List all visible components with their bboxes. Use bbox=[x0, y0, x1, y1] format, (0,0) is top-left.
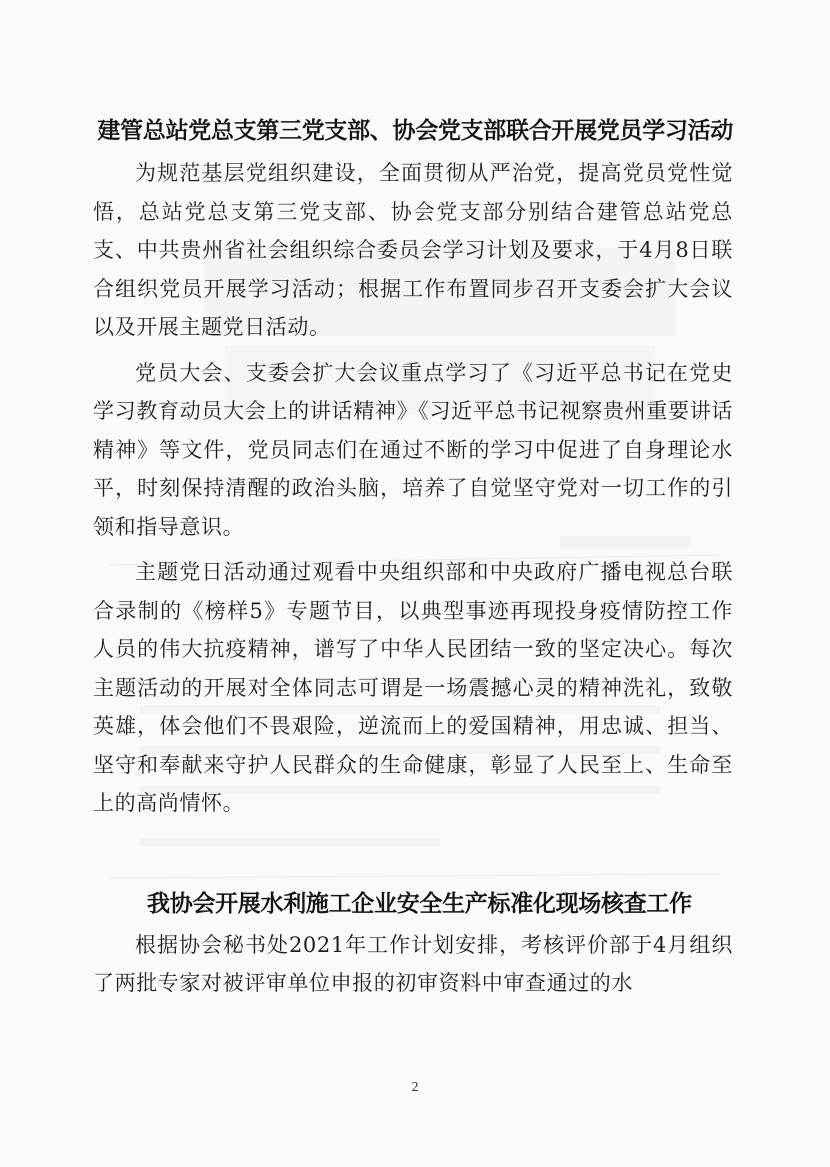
article-1-paragraph-2: 党员大会、支委会扩大会议重点学习了《习近平总书记在党史学习教育动员大会上的讲话精神》《习近平总书记视察贵州重要讲话精神》等文件，党员同志们在通过不断的学习中促进了自身理论水平，时刻保持清醒的政治头脑，培养了自觉坚守党对一切工作的引领和指导意识。 bbox=[93, 360, 733, 539]
article-1-paragraph-1: 为规范基层党组织建设，全面贯彻从严治党，提高党员党性觉悟，总站党总支第三党支部、协会党支部分别结合建管总站党总支、中共贵州省社会组织综合委员会学习计划及要求，于4月8日联合组织党员开展学习活动；根据工作布置同步召开支委会扩大会议以及开展主题党日活动。 bbox=[93, 161, 733, 339]
article-2-paragraph-1: 根据协会秘书处2021年工作计划安排，考核评价部于4月组织了两批专家对被评审单位申报的初审资料中审查通过的水 bbox=[93, 932, 733, 995]
article-2-title: 我协会开展水利施工企业安全生产标准化现场核查工作 bbox=[147, 890, 692, 917]
article-1-paragraph-3: 主题党日活动通过观看中央组织部和中央政府广播电视总台联合录制的《榜样5》专题节目，以典型事迹再现投身疫情防控工作人员的伟大抗疫精神，谱写了中华人民团结一致的坚定决心。每次主题活动的开展对全体同志可谓是一场震撼心灵的精神洗礼，致敬英雄，体会他们不畏艰险，逆流而上的爱国精神，用忠诚、担当、坚守和奉献来守护人民群众的生命健康，彰显了人民至上、生命至上的高尚情怀。 bbox=[93, 560, 733, 815]
article-1-title: 建管总站党总支第三党支部、协会党支部联合开展党员学习活动 bbox=[97, 118, 733, 144]
document-body bbox=[93, 113, 733, 1003]
page-number: 2 bbox=[411, 1080, 419, 1095]
